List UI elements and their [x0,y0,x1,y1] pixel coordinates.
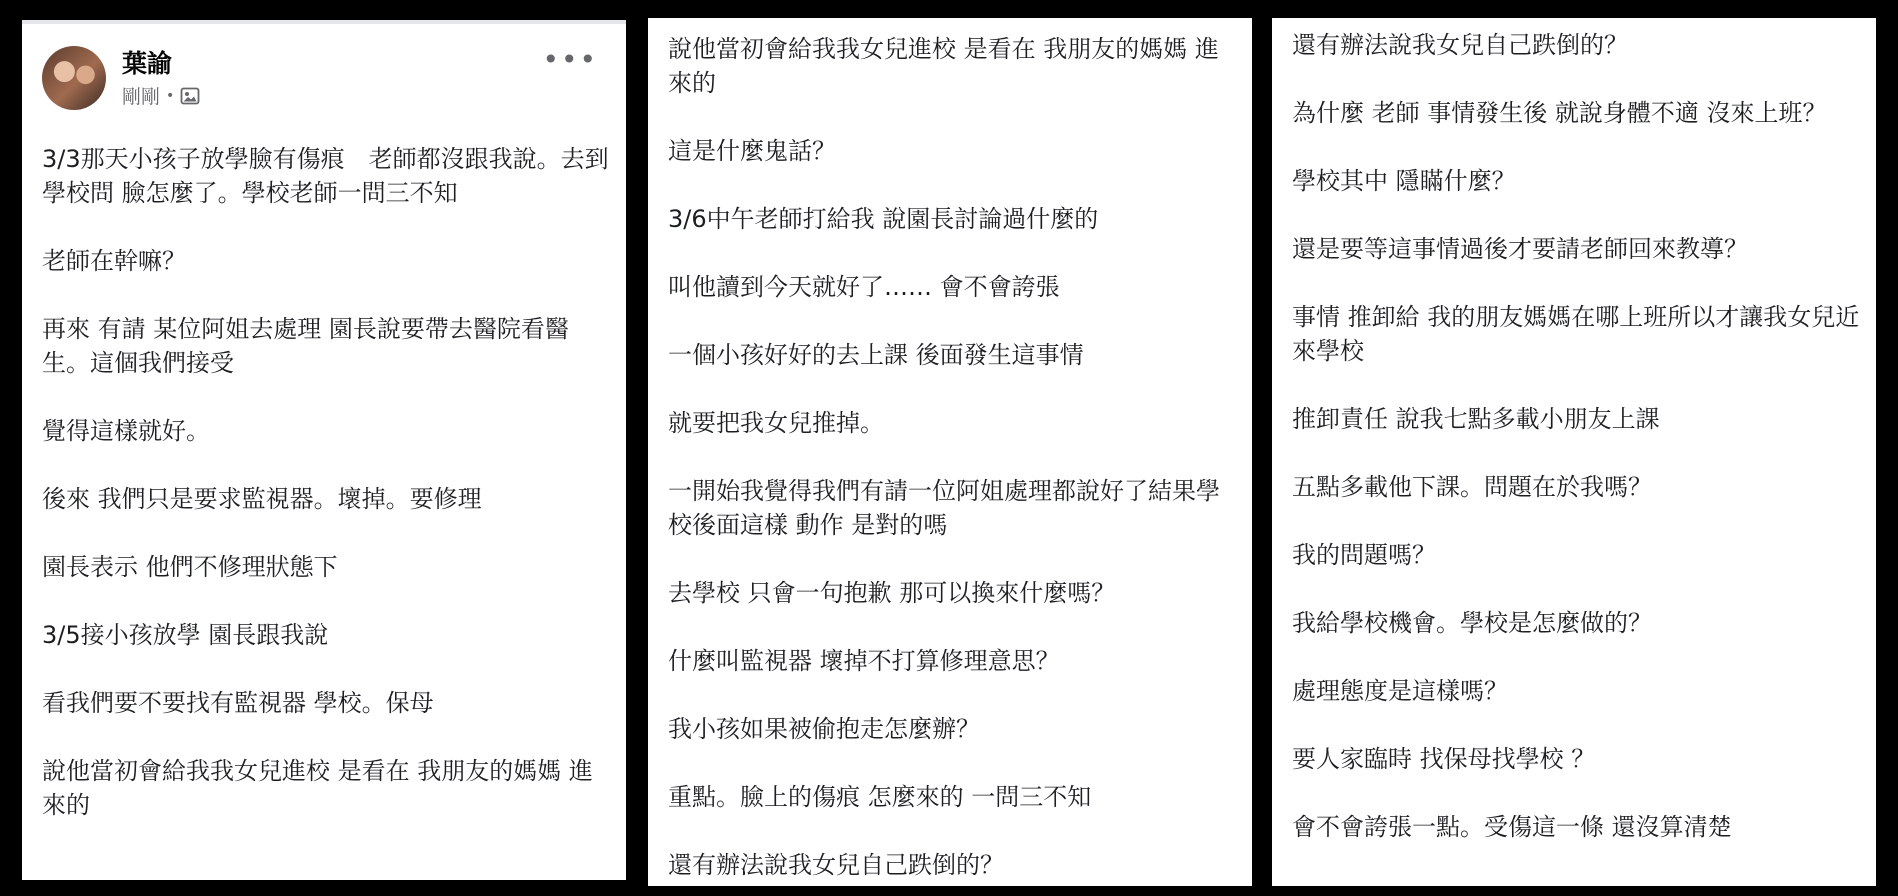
post-panel-2 [648,18,1252,886]
post-line: 學校其中 隱瞞什麼？ [1292,167,1516,195]
post-line: 後來 我們只是要求監視器。壞掉。要修理 [42,485,482,513]
post-line: 還是要等這事情過後才要請老師回來教導？ [1292,235,1748,263]
post-text-part-2 [668,32,1238,886]
post-line: 推卸責任 說我七點多載小朋友上課 [1292,405,1660,433]
post-line: 就要把我女兒推掉。 [668,409,884,437]
post-line: 會不會誇張一點。受傷這一條 還沒算清楚 [1292,813,1732,841]
post-line: 一開始我覺得我們有請一位阿姐處理都說好了結果學校後面這樣 動作 是對的嗎 [668,477,1220,539]
post-text-part-1 [42,142,612,856]
post-line: 重點。臉上的傷痕 怎麼來的 一問三不知 [668,783,1092,811]
post-line: 3/5接小孩放學 園長跟我說 [42,621,329,649]
post-line: 事情 推卸給 我的朋友媽媽在哪上班所以才讓我女兒近來學校 [1292,303,1860,365]
avatar[interactable] [42,46,106,110]
post-line: 什麼叫監視器 壞掉不打算修理意思？ [668,647,1060,675]
post-panel-3 [1272,18,1876,886]
post-line: 還有辦法說我女兒自己跌倒的？ [668,851,1004,879]
meta-separator: • [166,87,175,104]
post-line: 老師在幹嘛？ [42,247,186,275]
photo-audience-icon[interactable] [180,86,200,106]
post-line: 3/3那天小孩子放學臉有傷痕 老師都沒跟我說。去到學校問 臉怎麼了。學校老師一問三不知 [42,145,609,207]
post-line: 我給學校機會。學校是怎麼做的？ [1292,609,1652,637]
post-text-part-3 [1292,28,1862,878]
post-line: 為什麼 老師 事情發生後 就說身體不適 沒來上班？ [1292,99,1827,127]
more-horizontal-icon[interactable]: ••• [542,43,598,76]
post-line: 一個小孩好好的去上課 後面發生這事情 [668,341,1084,369]
post-line: 說他當初會給我我女兒進校 是看在 我朋友的媽媽 進來的 [668,35,1219,97]
post-line: 我小孩如果被偷抱走怎麼辦？ [668,715,980,743]
post-panel-1 [22,20,626,880]
post-timestamp[interactable]: 剛剛 [122,86,161,108]
post-line: 這是什麼鬼話？ [668,137,836,165]
post-line: 還有辦法說我女兒自己跌倒的？ [1292,31,1628,59]
post-line: 說他當初會給我我女兒進校 是看在 我朋友的媽媽 進來的 [42,757,593,819]
post-meta [122,82,200,109]
post-line: 我的問題嗎？ [1292,541,1436,569]
post-line: 覺得這樣就好。 [42,417,210,445]
post-line: 再來 有請 某位阿姐去處理 園長說要帶去醫院看醫生。這個我們接受 [42,315,569,377]
post-line: 園長表示 他們不修理狀態下 [42,553,338,581]
post-line: 要人家臨時 找保母找學校 ？ [1292,745,1596,773]
post-line: 處理態度是這樣嗎？ [1292,677,1508,705]
post-line: 去學校 只會一句抱歉 那可以換來什麼嗎？ [668,579,1116,607]
post-line: 五點多載他下課。問題在於我嗎？ [1292,473,1652,501]
author-name[interactable]: 葉諭 [122,49,173,78]
post-line: 叫他讀到今天就好了…… 會不會誇張 [668,273,1060,301]
post-line: 3/6中午老師打給我 說園長討論過什麼的 [668,205,1099,233]
post-line: 看我們要不要找有監視器 學校。保母 [42,689,434,717]
post-header [22,24,626,120]
